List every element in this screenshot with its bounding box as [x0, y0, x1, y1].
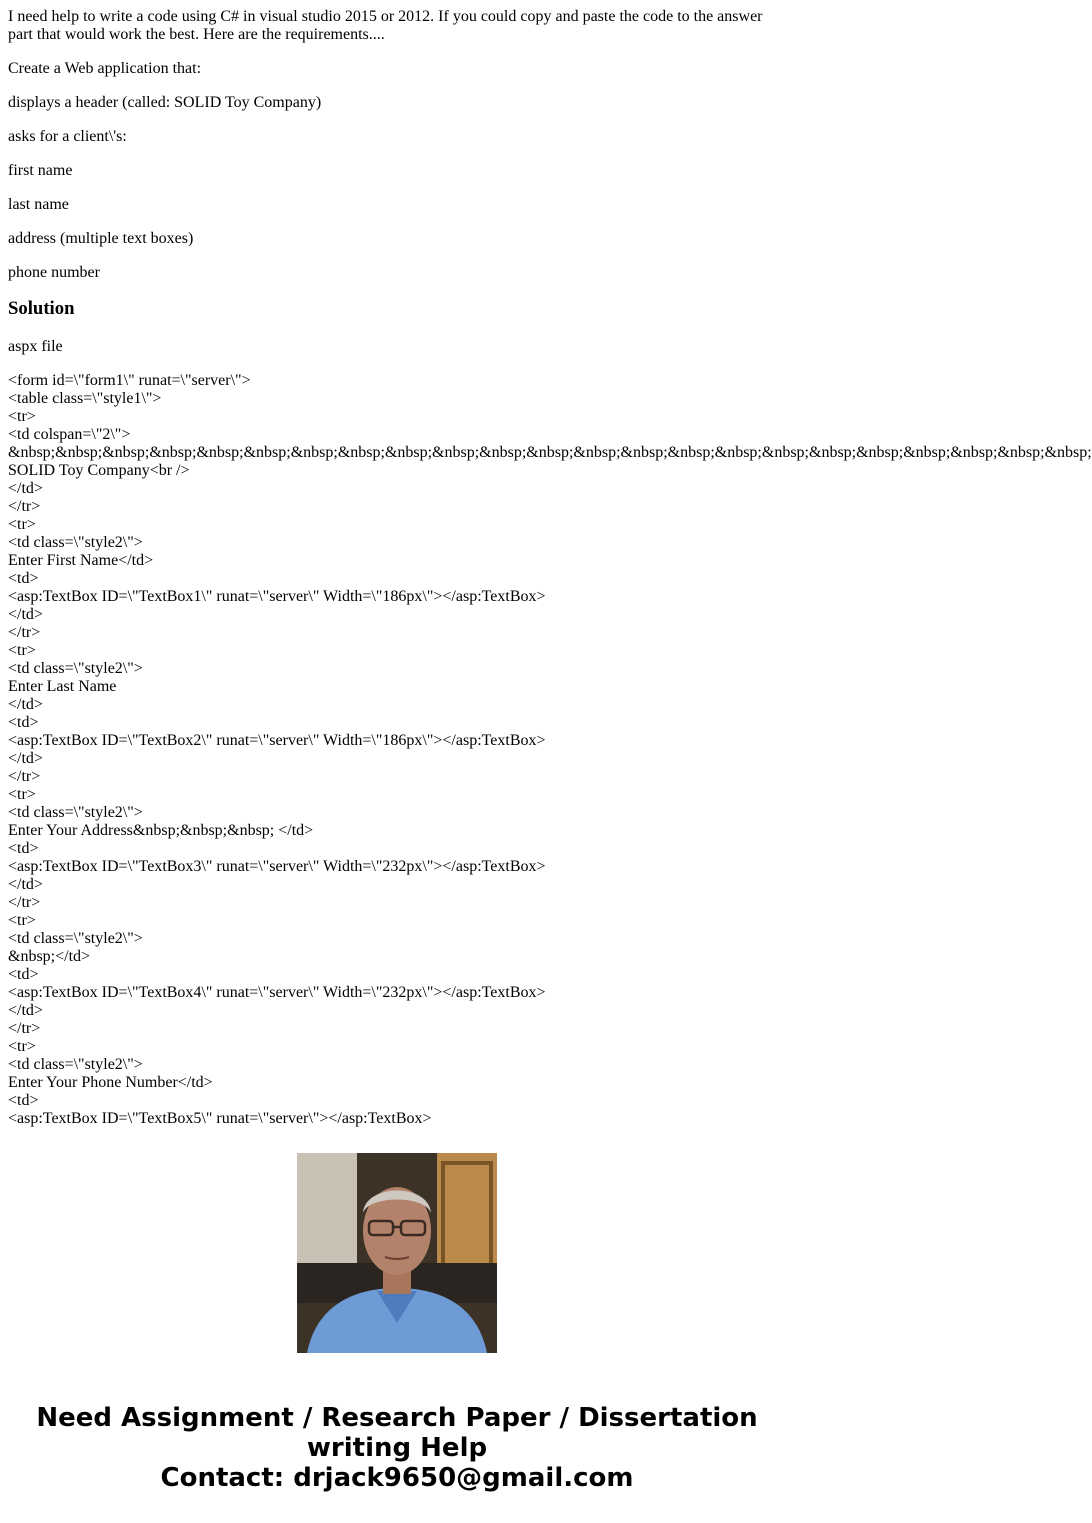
contact-banner: [0, 1403, 794, 1493]
document-content: [8, 8, 1092, 1158]
author-avatar: [297, 1153, 497, 1353]
code-line: <asp:TextBox ID=\"TextBox2\" runat=\"server\" Width=\"186px\"></asp:TextBox>: [8, 732, 546, 749]
code-line: </tr>: [8, 894, 41, 911]
requirement-line: first name: [8, 162, 73, 179]
banner-line: writing Help: [306, 1433, 488, 1463]
code-line: <td class=\"style2\">: [8, 660, 143, 677]
solution-heading: Solution: [8, 298, 75, 319]
code-line: <tr>: [8, 912, 36, 929]
code-line: &nbsp;&nbsp;&nbsp;&nbsp;&nbsp;&nbsp;&nbsp;&nbsp;&nbsp;&nbsp;&nbsp;&nbsp;&nbsp;&nbsp;&nbsp;&nbsp;&nbsp;&nbsp;&nbsp;&nbsp;&nbsp;&nbsp;&nbsp;: [8, 444, 1092, 461]
code-line: <asp:TextBox ID=\"TextBox3\" runat=\"server\" Width=\"232px\"></asp:TextBox>: [8, 858, 546, 875]
code-line: </td>: [8, 1002, 43, 1019]
code-block: [8, 372, 1092, 1158]
code-line: SOLID Toy Company<br />: [8, 462, 190, 479]
code-line: <table class=\"style1\">: [8, 390, 162, 407]
code-line: Enter Last Name: [8, 678, 117, 695]
code-line: Enter Your Phone Number</td>: [8, 1074, 213, 1091]
code-line: <td>: [8, 1092, 39, 1109]
file-label: aspx file: [8, 338, 63, 355]
code-line: </td>: [8, 606, 43, 623]
code-line: </tr>: [8, 768, 41, 785]
code-line: <tr>: [8, 786, 36, 803]
code-line: <tr>: [8, 516, 36, 533]
code-line: <td>: [8, 966, 39, 983]
code-line: <asp:TextBox ID=\"TextBox5\" runat=\"server\"></asp:TextBox>: [8, 1110, 432, 1127]
code-line: <td>: [8, 840, 39, 857]
code-line: <td>: [8, 570, 39, 587]
requirement-line: displays a header (called: SOLID Toy Company): [8, 94, 322, 111]
code-line: Enter Your Address&nbsp;&nbsp;&nbsp; </td>: [8, 822, 314, 839]
code-line: <td class=\"style2\">: [8, 804, 143, 821]
code-line: </tr>: [8, 624, 41, 641]
code-line: </td>: [8, 696, 43, 713]
banner-line: Need Assignment / Research Paper / Dissertation: [36, 1403, 758, 1433]
code-line: </tr>: [8, 498, 41, 515]
contact-email: Contact: drjack9650@gmail.com: [160, 1463, 634, 1493]
code-line: <asp:TextBox ID=\"TextBox1\" runat=\"server\" Width=\"186px\"></asp:TextBox>: [8, 588, 546, 605]
requirement-line: phone number: [8, 264, 100, 281]
author-photo-illustration: [297, 1153, 497, 1353]
requirement-line: last name: [8, 196, 69, 213]
code-line: <td>: [8, 714, 39, 731]
code-line: <form id=\"form1\" runat=\"server\">: [8, 372, 251, 389]
code-line: Enter First Name</td>: [8, 552, 154, 569]
requirement-line: address (multiple text boxes): [8, 230, 194, 247]
code-line: <asp:TextBox ID=\"TextBox4\" runat=\"server\" Width=\"232px\"></asp:TextBox>: [8, 984, 546, 1001]
question-intro: I need help to write a code using C# in visual studio 2015 or 2012. If you could copy and paste the code to the answer part that would work the best. Here are the requirements....: [8, 8, 763, 43]
code-line: <tr>: [8, 642, 36, 659]
requirement-line: asks for a client\'s:: [8, 128, 127, 145]
code-line: </td>: [8, 480, 43, 497]
code-line: <td class=\"style2\">: [8, 930, 143, 947]
code-line: <td colspan=\"2\">: [8, 426, 131, 443]
code-line: </tr>: [8, 1020, 41, 1037]
requirement-line: Create a Web application that:: [8, 60, 202, 77]
code-line: <tr>: [8, 1038, 36, 1055]
code-line: <tr>: [8, 408, 36, 425]
code-line: </td>: [8, 750, 43, 767]
code-line: <td class=\"style2\">: [8, 534, 143, 551]
code-line: &nbsp;</td>: [8, 948, 91, 965]
code-line: <td class=\"style2\">: [8, 1056, 143, 1073]
code-line: </td>: [8, 876, 43, 893]
